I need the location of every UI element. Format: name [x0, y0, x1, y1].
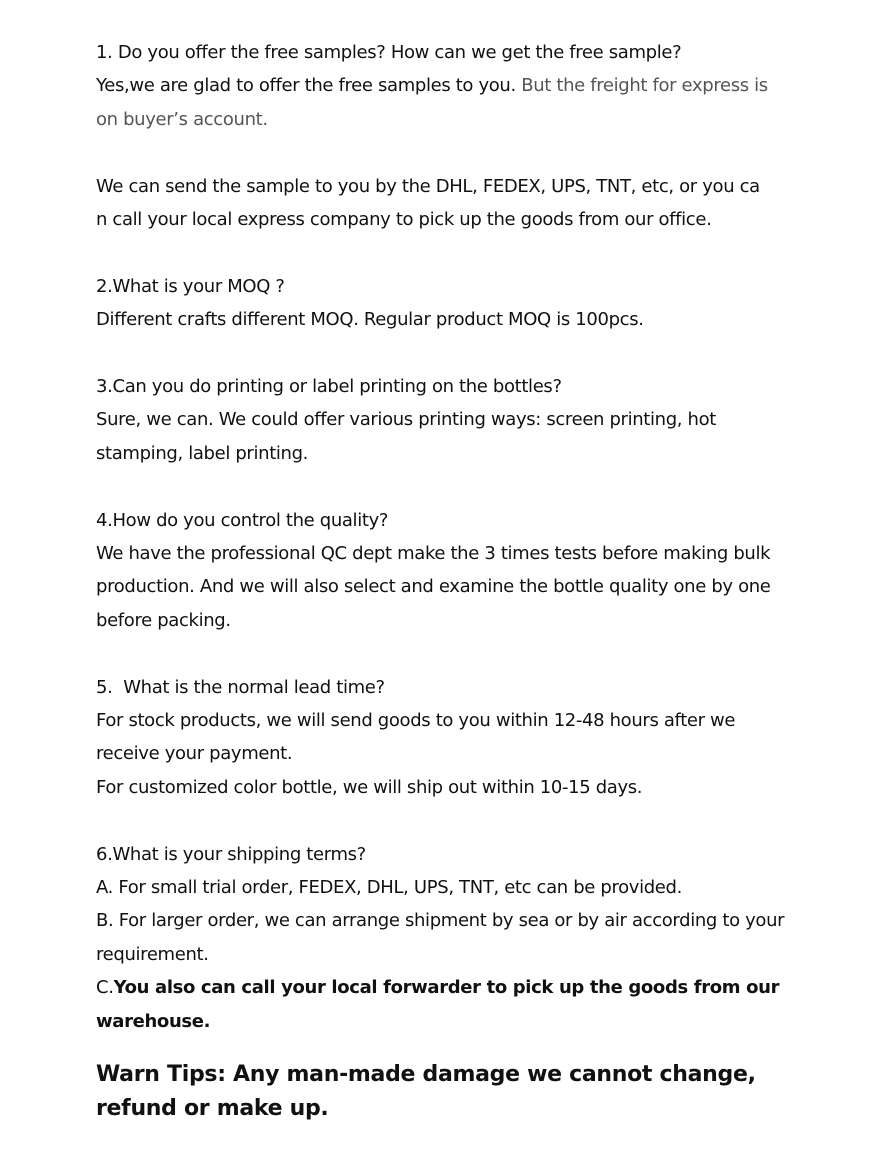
warn-tips-line-2: refund or make up.: [96, 1096, 329, 1122]
answer-4-line-3: before packing.: [96, 609, 231, 631]
spacer: [96, 337, 818, 370]
question-3: 3.Can you do printing or label printing on the bottles?: [96, 376, 562, 398]
answer-1-line-4: n call your local express company to pick up the goods from our office.: [96, 209, 712, 231]
answer-1-line-1: [96, 69, 818, 102]
spacer: [96, 136, 818, 169]
answer-1-line-3: We can send the sample to you by the DHL, FEDEX, UPS, TNT, etc, or you ca: [96, 175, 760, 197]
answer-3-line-2: stamping, label printing.: [96, 442, 309, 464]
answer-4-line-1: We have the professional QC dept make the 3 times tests before making bulk: [96, 543, 771, 565]
spacer: [96, 637, 818, 670]
answer-6-bold-text: You also can call your local forwarder to pick up the goods from our: [113, 977, 780, 999]
answer-2: Different crafts different MOQ. Regular product MOQ is 100pcs.: [96, 309, 644, 331]
answer-5-line-2: receive your payment.: [96, 743, 293, 765]
question-4: 4.How do you control the quality?: [96, 509, 389, 531]
answer-5-line-3: For customized color bottle, we will ship out within 10-15 days.: [96, 776, 643, 798]
warn-tips: [96, 1058, 818, 1126]
answer-6-prefix: C.: [96, 977, 114, 999]
spacer: [96, 470, 818, 503]
question-1: 1. Do you offer the free samples? How can we get the free sample?: [96, 42, 682, 63]
spacer: [96, 804, 818, 837]
answer-1-part-a: Yes,we are glad to offer the free samples to you.: [96, 75, 522, 97]
answer-1-part-b: But the freight for express is: [521, 75, 768, 97]
answer-6-line-4: [96, 971, 818, 1004]
answer-1-line-2: on buyer’s account.: [96, 108, 268, 130]
answer-6-line-3: requirement.: [96, 943, 209, 965]
warn-tips-line-1: Warn Tips: Any man-made damage we cannot change,: [96, 1062, 756, 1088]
answer-6-line-1: A. For small trial order, FEDEX, DHL, UPS, TNT, etc can be provided.: [96, 877, 682, 899]
answer-6-line-5: warehouse.: [96, 1010, 211, 1032]
answer-3-line-1: Sure, we can. We could offer various printing ways: screen printing, hot: [96, 409, 716, 431]
question-2: 2.What is your MOQ ?: [96, 275, 285, 297]
spacer: [96, 236, 818, 269]
answer-6-line-2: B. For larger order, we can arrange shipment by sea or by air according to your: [96, 910, 785, 932]
answer-4-line-2: production. And we will also select and examine the bottle quality one by one: [96, 576, 771, 598]
question-5: 5. What is the normal lead time?: [96, 676, 385, 698]
question-6: 6.What is your shipping terms?: [96, 843, 366, 865]
answer-5-line-1: For stock products, we will send goods to you within 12-48 hours after we: [96, 710, 736, 732]
